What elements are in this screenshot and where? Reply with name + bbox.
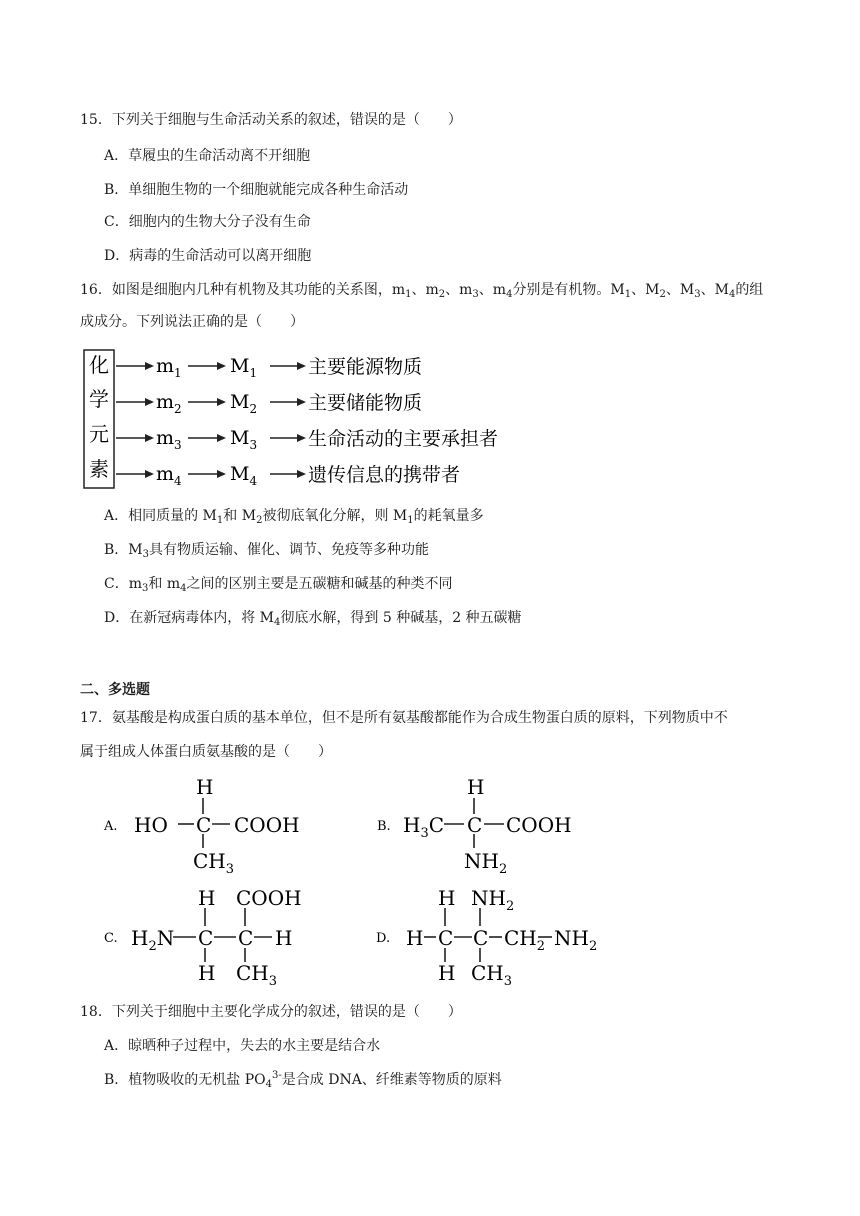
q16-option-b: B．$M_3$具有物质运输、催化、调节、免疫等多种功能 <box>104 542 429 560</box>
q18-option-a: A．晾晒种子过程中，失去的水主要是结合水 <box>104 1038 381 1054</box>
M-label-2: $M_2$ <box>230 391 258 416</box>
q17-stem-line2: 属于组成人体蛋白质氨基酸的是（ ） <box>80 744 332 760</box>
arrow-m-to-M-4 <box>188 470 226 478</box>
b-cooh: COOH <box>506 813 572 837</box>
b-nh2: $NH_2$ <box>464 849 508 877</box>
a-h-top: H <box>196 775 214 799</box>
function-label-2: 主要储能物质 <box>308 392 423 414</box>
a-cooh: COOH <box>234 813 300 837</box>
M-label-1: $M_1$ <box>230 355 258 380</box>
elements-char-1: 化 <box>89 353 109 377</box>
c-h-top: H <box>198 886 216 910</box>
amino-acid-structures <box>100 772 620 986</box>
q16-option-a: A．相同质量的 $M_1$和 $M_2$被彻底氧化分解，则 $M_1$的耗氧量多 <box>104 508 484 526</box>
q16-stem-line2: 成成分。下列说法正确的是（ ） <box>80 314 304 330</box>
c-cooh: COOH <box>236 886 302 910</box>
elements-char-4: 素 <box>89 457 109 481</box>
d-h-left: H <box>406 926 424 950</box>
a-c: C <box>196 813 212 837</box>
arrow-M-to-function-4 <box>270 470 306 478</box>
arrow-M-to-function-1 <box>270 362 306 370</box>
q15-option-d: D．病毒的生命活动可以离开细胞 <box>104 248 312 264</box>
m-label-2: $m_2$ <box>156 391 182 416</box>
d-nh2-top: $NH_2$ <box>471 886 515 914</box>
function-label-3: 生命活动的主要承担者 <box>308 428 499 450</box>
d-c1: C <box>438 926 454 950</box>
arrow-m-to-M-2 <box>188 398 226 406</box>
elements-char-3: 元 <box>89 422 109 446</box>
arrow-m-to-M-1 <box>188 362 226 370</box>
c-h-right: H <box>275 926 293 950</box>
arrow-element-to-m-4 <box>116 470 154 478</box>
elements-char-2: 学 <box>89 387 109 411</box>
arrow-element-to-m-2 <box>116 398 154 406</box>
d-c2: C <box>473 926 489 950</box>
b-h3c: $H_3C$ <box>403 813 445 841</box>
q17-option-a-label: A. <box>104 819 118 834</box>
b-c: C <box>467 813 483 837</box>
q15-stem: 15．下列关于细胞与生命活动关系的叙述，错误的是（ ） <box>80 112 462 128</box>
d-ch2: $CH_2$ <box>504 926 546 954</box>
q16-option-c: C．$m_3$和 $m_4$之间的区别主要是五碳糖和碱基的种类不同 <box>104 576 453 594</box>
c-h-bottom: H <box>198 961 216 985</box>
a-ch3: $CH_3$ <box>193 849 235 877</box>
M-label-3: $M_3$ <box>230 427 258 452</box>
q16-stem-line1: 16．如图是细胞内几种有机物及其功能的关系图，$m_1$、$m_2$、$m_3$、$m_4$分别是有机物。$M_1$、$M_2$、$M_3$、$M_4$的组 <box>80 282 764 300</box>
q15-option-a: A．草履虫的生命活动离不开细胞 <box>104 148 311 164</box>
d-h-bottom: H <box>438 961 456 985</box>
c-c2: C <box>238 926 254 950</box>
arrow-element-to-m-3 <box>116 434 154 442</box>
q18-stem: 18．下列关于细胞中主要化学成分的叙述，错误的是（ ） <box>80 1004 462 1020</box>
section-title: 二、多选题 <box>80 682 150 698</box>
function-label-4: 遗传信息的携带者 <box>308 464 461 486</box>
b-h-top: H <box>467 775 485 799</box>
m-label-3: $m_3$ <box>156 427 182 452</box>
organic-compounds-diagram <box>80 346 540 492</box>
a-ho: HO <box>134 813 168 837</box>
d-ch3: $CH_3$ <box>471 961 513 986</box>
arrow-M-to-function-3 <box>270 434 306 442</box>
q17-option-d-label: D. <box>376 931 391 946</box>
M-label-4: $M_4$ <box>230 463 258 488</box>
q15-option-c: C．细胞内的生物大分子没有生命 <box>104 214 311 230</box>
q17-stem-line1: 17．氨基酸是构成蛋白质的基本单位，但不是所有氨基酸都能作为合成生物蛋白质的原料，下列物质中不 <box>80 710 728 726</box>
arrow-M-to-function-2 <box>270 398 306 406</box>
q16-option-d: D．在新冠病毒体内，将 $M_4$彻底水解，得到 5 种碱基，2 种五碳糖 <box>104 610 522 628</box>
c-h2n: $H_2N$ <box>131 926 175 954</box>
arrow-element-to-m-1 <box>116 362 154 370</box>
function-label-1: 主要能源物质 <box>308 356 423 378</box>
q15-option-b: B．单细胞生物的一个细胞就能完成各种生命活动 <box>104 182 409 198</box>
q17-option-c-label: C. <box>104 931 118 946</box>
c-c1: C <box>198 926 214 950</box>
m-label-4: $m_4$ <box>156 463 182 488</box>
d-nh2-right: $NH_2$ <box>554 926 598 954</box>
arrow-m-to-M-3 <box>188 434 226 442</box>
c-ch3: $CH_3$ <box>236 961 278 986</box>
m-label-1: $m_1$ <box>156 355 182 380</box>
q17-option-b-label: B. <box>377 819 391 834</box>
q18-option-b: B．植物吸收的无机盐 $PO_4^{3-}$是合成 DNA、纤维素等物质的原料 <box>104 1070 502 1090</box>
d-h-top: H <box>438 886 456 910</box>
